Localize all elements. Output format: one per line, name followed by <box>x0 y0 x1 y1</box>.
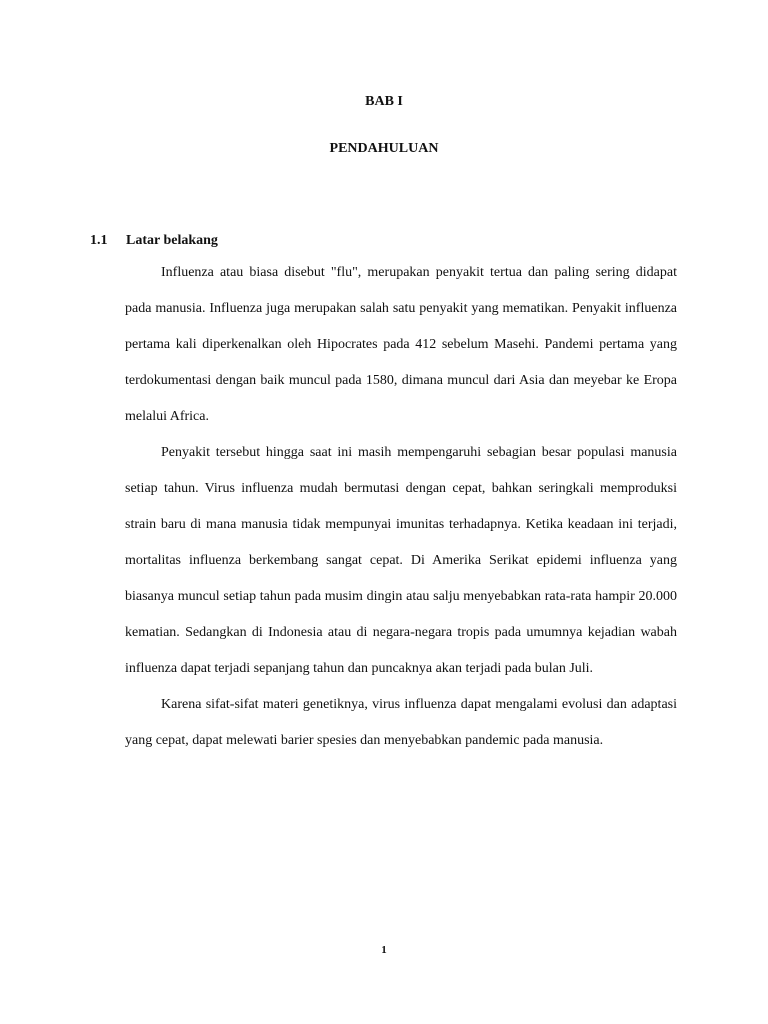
body-text <box>125 255 677 759</box>
section-heading <box>90 232 218 250</box>
page-number: 1 <box>381 944 387 956</box>
section-number: 1.1 <box>90 233 108 248</box>
paragraph: Influenza atau biasa disebut "flu", merupakan penyakit tertua dan paling sering didapat pada manusia. Influenza juga merupakan salah satu penyakit yang mematikan. Penyakit influenza pertama kali diperkenalkan oleh Hipocrates pada 412 sebelum Masehi. Pandemi pertama yang terdokumentasi dengan baik muncul pada 1580, dimana muncul dari Asia dan meyebar ke Eropa melalui Africa. <box>125 265 677 424</box>
chapter-number: BAB I <box>365 94 403 109</box>
paragraph: Karena sifat-sifat materi genetiknya, virus influenza dapat mengalami evolusi dan adaptasi yang cepat, dapat melewati barier spesies dan menyebabkan pandemic pada manusia. <box>125 697 677 748</box>
chapter-title: PENDAHULUAN <box>329 141 439 156</box>
paragraph: Penyakit tersebut hingga saat ini masih mempengaruhi sebagian besar populasi manusia setiap tahun. Virus influenza mudah bermutasi dengan cepat, bahkan seringkali memproduksi strain baru di mana manusia tidak mempunyai imunitas terhadapnya. Ketika keadaan ini terjadi, mortalitas influenza berkembang sangat cepat. Di Amerika Serikat epidemi influenza yang biasanya muncul setiap tahun pada musim dingin atau salju menyebabkan rata-rata hampir 20.000 kematian. Sedangkan di Indonesia atau di negara-negara tropis pada umumnya kejadian wabah influenza dapat terjadi sepanjang tahun dan puncaknya akan terjadi pada bulan Juli. <box>125 445 677 676</box>
section-title: Latar belakang <box>126 233 218 248</box>
